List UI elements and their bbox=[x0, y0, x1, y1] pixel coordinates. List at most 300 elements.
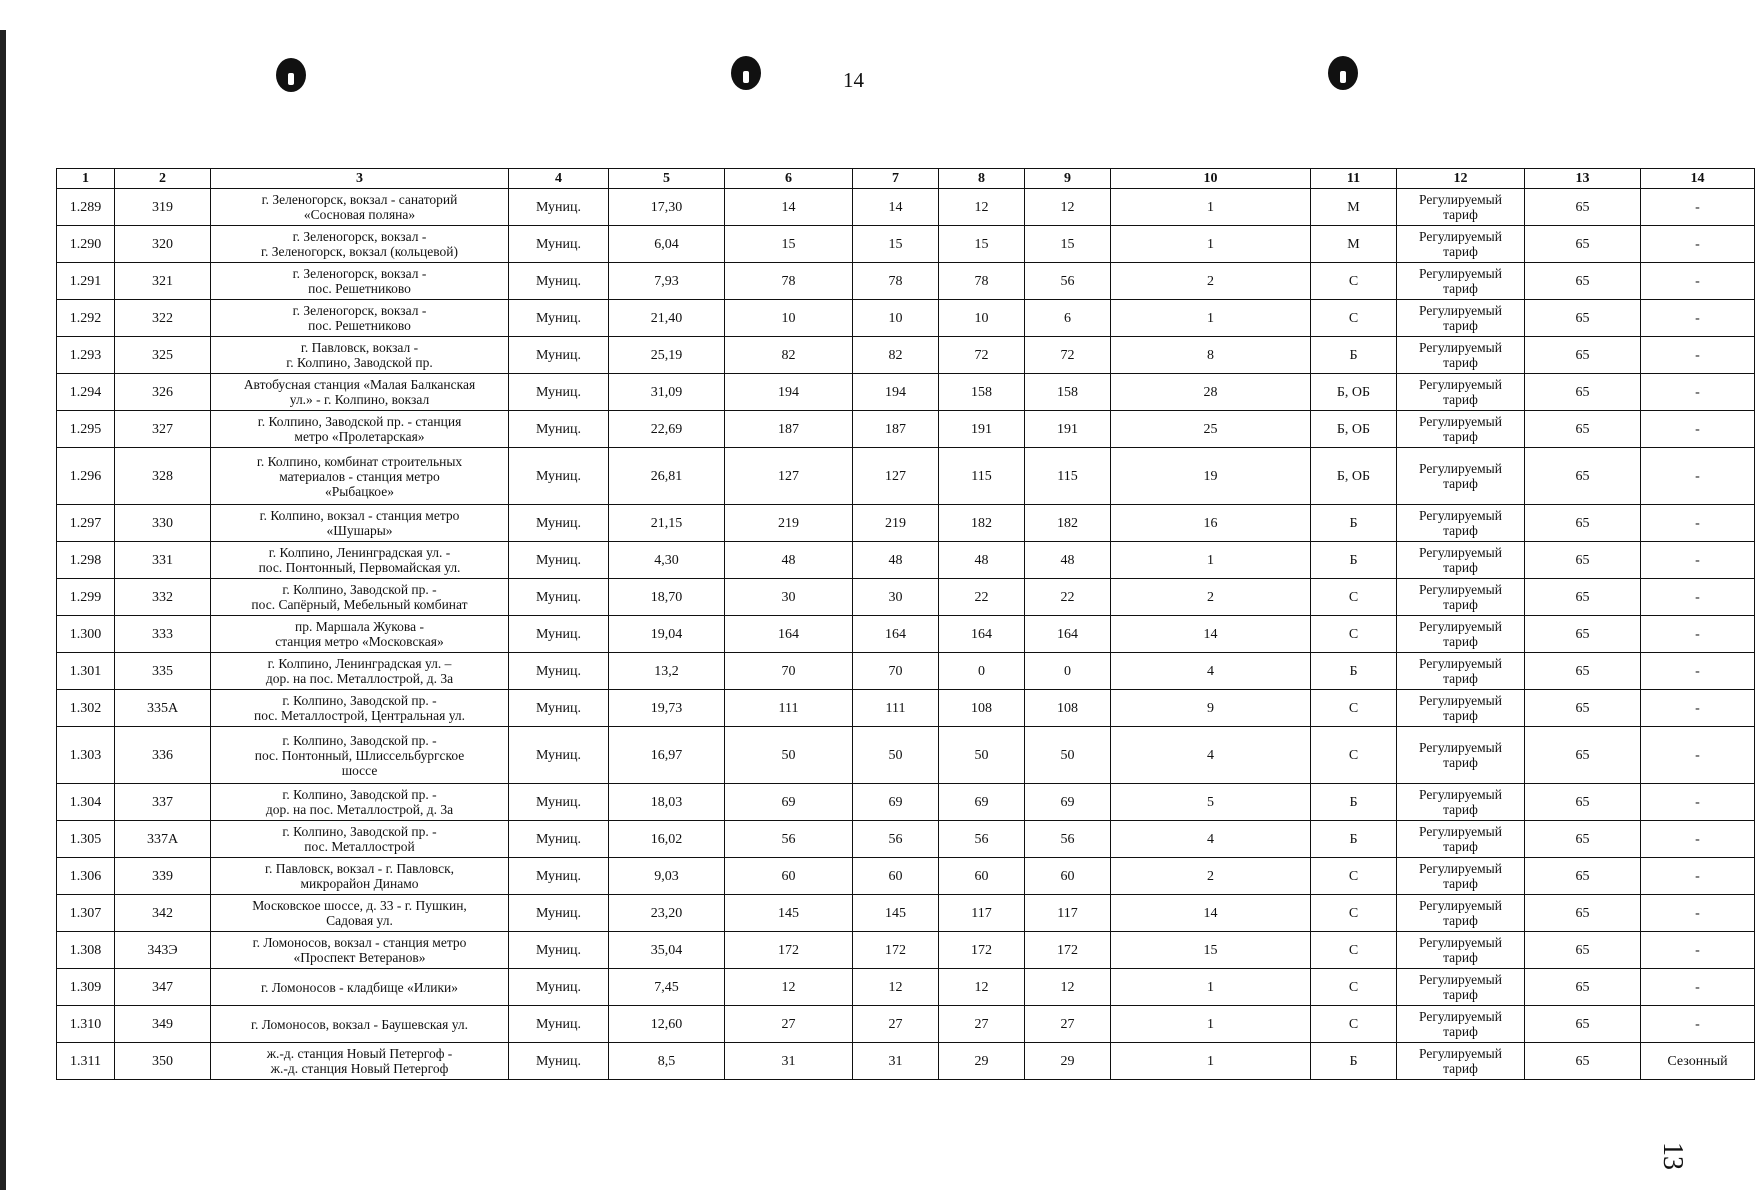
note-cell: - bbox=[1641, 821, 1755, 858]
value-cell: 82 bbox=[725, 337, 853, 374]
value-cell: 0 bbox=[1025, 653, 1111, 690]
value-cell: 187 bbox=[725, 411, 853, 448]
value-cell: 27 bbox=[939, 1006, 1025, 1043]
route-number-cell: 322 bbox=[115, 300, 211, 337]
route-name-line: г. Колпино, Заводской пр. - bbox=[282, 693, 437, 708]
value-cell: 164 bbox=[853, 616, 939, 653]
value-cell: 219 bbox=[853, 505, 939, 542]
tariff-line: Регулируемый bbox=[1419, 377, 1502, 392]
route-number-cell: 331 bbox=[115, 542, 211, 579]
value-cell: 12 bbox=[853, 969, 939, 1006]
route-name-cell bbox=[211, 932, 509, 969]
tariff-line: тариф bbox=[1443, 1061, 1478, 1076]
route-length-cell: 17,30 bbox=[609, 189, 725, 226]
route-name-line: г. Колпино, Заводской пр. - bbox=[282, 787, 437, 802]
note-cell: - bbox=[1641, 579, 1755, 616]
route-length-cell: 9,03 bbox=[609, 858, 725, 895]
note-cell: - bbox=[1641, 263, 1755, 300]
route-name-line: г. Павловск, вокзал - г. Павловск, bbox=[264, 861, 455, 876]
value-cell: 172 bbox=[725, 932, 853, 969]
route-name-cell bbox=[211, 690, 509, 727]
tariff-cell bbox=[1397, 821, 1525, 858]
route-name-line: пос. Сапёрный, Мебельный комбинат bbox=[251, 597, 468, 612]
note-cell: - bbox=[1641, 300, 1755, 337]
column-header: 4 bbox=[509, 169, 609, 189]
value-cell: 117 bbox=[939, 895, 1025, 932]
route-number-cell: 333 bbox=[115, 616, 211, 653]
value-cell: 60 bbox=[939, 858, 1025, 895]
value-cell: 82 bbox=[853, 337, 939, 374]
tariff-line: Регулируемый bbox=[1419, 1009, 1502, 1024]
value-cell: 4 bbox=[1111, 821, 1311, 858]
route-length-cell: 7,45 bbox=[609, 969, 725, 1006]
table-row bbox=[57, 374, 1755, 411]
row-number-cell: 1.310 bbox=[57, 1006, 115, 1043]
route-name-cell bbox=[211, 263, 509, 300]
row-number-cell: 1.295 bbox=[57, 411, 115, 448]
value-cell: 50 bbox=[1025, 727, 1111, 784]
value-cell: 78 bbox=[853, 263, 939, 300]
route-type-cell: Муниц. bbox=[509, 542, 609, 579]
value-cell: 70 bbox=[725, 653, 853, 690]
route-type-cell: Муниц. bbox=[509, 1006, 609, 1043]
value-cell: 5 bbox=[1111, 784, 1311, 821]
note-cell: - bbox=[1641, 932, 1755, 969]
route-name-line: «Рыбацкое» bbox=[325, 483, 394, 499]
route-type-cell: Муниц. bbox=[509, 448, 609, 505]
value-cell: 29 bbox=[939, 1043, 1025, 1080]
route-number-cell: 327 bbox=[115, 411, 211, 448]
table-row bbox=[57, 505, 1755, 542]
route-number-cell: 330 bbox=[115, 505, 211, 542]
table-row bbox=[57, 653, 1755, 690]
route-name-line: г. Ломоносов, вокзал - Баушевская ул. bbox=[250, 1016, 469, 1032]
route-name-cell bbox=[211, 189, 509, 226]
value-cell: 65 bbox=[1525, 727, 1641, 784]
route-type-cell: Муниц. bbox=[509, 263, 609, 300]
route-name-cell bbox=[211, 653, 509, 690]
vehicle-class-cell: С bbox=[1311, 969, 1397, 1006]
route-name-line: ж.-д. станция Новый Петергоф bbox=[270, 1061, 449, 1076]
route-length-cell: 8,5 bbox=[609, 1043, 725, 1080]
route-name-cell bbox=[211, 411, 509, 448]
value-cell: 48 bbox=[853, 542, 939, 579]
vehicle-class-cell: С bbox=[1311, 690, 1397, 727]
table-row bbox=[57, 727, 1755, 784]
value-cell: 50 bbox=[725, 727, 853, 784]
route-number-cell: 326 bbox=[115, 374, 211, 411]
route-name-cell bbox=[211, 895, 509, 932]
value-cell: 191 bbox=[939, 411, 1025, 448]
punch-hole-icon bbox=[276, 58, 306, 92]
value-cell: 25 bbox=[1111, 411, 1311, 448]
value-cell: 28 bbox=[1111, 374, 1311, 411]
note-cell: - bbox=[1641, 337, 1755, 374]
note-cell: - bbox=[1641, 858, 1755, 895]
note-cell: Сезонный bbox=[1641, 1043, 1755, 1080]
row-number-cell: 1.307 bbox=[57, 895, 115, 932]
value-cell: 50 bbox=[939, 727, 1025, 784]
value-cell: 182 bbox=[1025, 505, 1111, 542]
value-cell: 16 bbox=[1111, 505, 1311, 542]
route-number-cell: 321 bbox=[115, 263, 211, 300]
vehicle-class-cell: Б bbox=[1311, 337, 1397, 374]
route-length-cell: 21,15 bbox=[609, 505, 725, 542]
route-name-cell bbox=[211, 1043, 509, 1080]
route-name-line: Садовая ул. bbox=[326, 913, 393, 928]
tariff-line: тариф bbox=[1443, 1024, 1478, 1039]
column-header: 6 bbox=[725, 169, 853, 189]
value-cell: 70 bbox=[853, 653, 939, 690]
tariff-line: Регулируемый bbox=[1419, 972, 1502, 987]
value-cell: 65 bbox=[1525, 411, 1641, 448]
tariff-line: тариф bbox=[1443, 355, 1478, 370]
route-type-cell: Муниц. bbox=[509, 895, 609, 932]
tariff-line: тариф bbox=[1443, 950, 1478, 965]
tariff-line: Регулируемый bbox=[1419, 192, 1502, 207]
route-name-line: г. Колпино, Заводской пр. - станция bbox=[257, 414, 462, 429]
route-name-line: г. Зеленогорск, вокзал - bbox=[292, 229, 427, 244]
vehicle-class-cell: С bbox=[1311, 263, 1397, 300]
route-type-cell: Муниц. bbox=[509, 784, 609, 821]
row-number-cell: 1.303 bbox=[57, 727, 115, 784]
route-name-line: шоссе bbox=[341, 762, 378, 778]
note-cell: - bbox=[1641, 616, 1755, 653]
value-cell: 56 bbox=[725, 821, 853, 858]
vehicle-class-cell: Б, ОБ bbox=[1311, 448, 1397, 505]
vehicle-class-cell: Б bbox=[1311, 821, 1397, 858]
route-number-cell: 349 bbox=[115, 1006, 211, 1043]
tariff-line: тариф bbox=[1443, 429, 1478, 444]
header-row bbox=[57, 169, 1755, 189]
route-name-cell bbox=[211, 337, 509, 374]
route-type-cell: Муниц. bbox=[509, 932, 609, 969]
value-cell: 194 bbox=[725, 374, 853, 411]
value-cell: 27 bbox=[853, 1006, 939, 1043]
tariff-line: Регулируемый bbox=[1419, 582, 1502, 597]
value-cell: 31 bbox=[725, 1043, 853, 1080]
value-cell: 56 bbox=[1025, 821, 1111, 858]
route-name-line: ж.-д. станция Новый Петергоф - bbox=[266, 1046, 453, 1061]
tariff-cell bbox=[1397, 505, 1525, 542]
value-cell: 72 bbox=[939, 337, 1025, 374]
tariff-line: Регулируемый bbox=[1419, 740, 1502, 755]
value-cell: 10 bbox=[853, 300, 939, 337]
route-length-cell: 6,04 bbox=[609, 226, 725, 263]
row-number-cell: 1.289 bbox=[57, 189, 115, 226]
value-cell: 65 bbox=[1525, 337, 1641, 374]
note-cell: - bbox=[1641, 969, 1755, 1006]
tariff-cell bbox=[1397, 189, 1525, 226]
vehicle-class-cell: С bbox=[1311, 858, 1397, 895]
route-number-cell: 337А bbox=[115, 821, 211, 858]
value-cell: 2 bbox=[1111, 579, 1311, 616]
value-cell: 158 bbox=[939, 374, 1025, 411]
route-name-line: пос. Понтонный, Первомайская ул. bbox=[258, 560, 461, 575]
value-cell: 12 bbox=[939, 969, 1025, 1006]
value-cell: 65 bbox=[1525, 616, 1641, 653]
table-row bbox=[57, 1043, 1755, 1080]
value-cell: 4 bbox=[1111, 653, 1311, 690]
column-header: 12 bbox=[1397, 169, 1525, 189]
value-cell: 22 bbox=[1025, 579, 1111, 616]
route-name-line: г. Колпино, Заводской пр. - bbox=[282, 582, 437, 597]
table-row bbox=[57, 189, 1755, 226]
vehicle-class-cell: С bbox=[1311, 895, 1397, 932]
row-number-cell: 1.309 bbox=[57, 969, 115, 1006]
value-cell: 22 bbox=[939, 579, 1025, 616]
row-number-cell: 1.306 bbox=[57, 858, 115, 895]
tariff-line: Регулируемый bbox=[1419, 935, 1502, 950]
column-header: 10 bbox=[1111, 169, 1311, 189]
route-type-cell: Муниц. bbox=[509, 616, 609, 653]
column-header: 8 bbox=[939, 169, 1025, 189]
route-type-cell: Муниц. bbox=[509, 690, 609, 727]
tariff-line: тариф bbox=[1443, 708, 1478, 723]
route-name-line: ул.» - г. Колпино, вокзал bbox=[289, 392, 430, 407]
vehicle-class-cell: М bbox=[1311, 189, 1397, 226]
value-cell: 12 bbox=[725, 969, 853, 1006]
column-header: 1 bbox=[57, 169, 115, 189]
value-cell: 164 bbox=[939, 616, 1025, 653]
value-cell: 69 bbox=[853, 784, 939, 821]
tariff-line: Регулируемый bbox=[1419, 266, 1502, 281]
vehicle-class-cell: Б bbox=[1311, 784, 1397, 821]
route-name-cell bbox=[211, 579, 509, 616]
route-name-line: г. Зеленогорск, вокзал - санаторий bbox=[261, 192, 458, 207]
row-number-cell: 1.296 bbox=[57, 448, 115, 505]
route-type-cell: Муниц. bbox=[509, 821, 609, 858]
route-name-cell bbox=[211, 505, 509, 542]
route-name-line: станция метро «Московская» bbox=[275, 634, 444, 649]
table-row bbox=[57, 542, 1755, 579]
route-name-line: г. Ломоносов - кладбище «Илики» bbox=[260, 979, 459, 995]
route-number-cell: 335А bbox=[115, 690, 211, 727]
route-name-line: г. Колпино, Заводской пр. - bbox=[282, 732, 437, 748]
route-name-line: пр. Маршала Жукова - bbox=[295, 619, 424, 634]
value-cell: 78 bbox=[725, 263, 853, 300]
tariff-line: тариф bbox=[1443, 207, 1478, 222]
tariff-line: Регулируемый bbox=[1419, 898, 1502, 913]
tariff-cell bbox=[1397, 690, 1525, 727]
vehicle-class-cell: С bbox=[1311, 1006, 1397, 1043]
route-length-cell: 35,04 bbox=[609, 932, 725, 969]
route-type-cell: Муниц. bbox=[509, 226, 609, 263]
table-row bbox=[57, 226, 1755, 263]
tariff-line: Регулируемый bbox=[1419, 1046, 1502, 1061]
value-cell: 15 bbox=[1111, 932, 1311, 969]
value-cell: 108 bbox=[939, 690, 1025, 727]
value-cell: 65 bbox=[1525, 784, 1641, 821]
route-number-cell: 328 bbox=[115, 448, 211, 505]
tariff-line: Регулируемый bbox=[1419, 303, 1502, 318]
value-cell: 48 bbox=[939, 542, 1025, 579]
row-number-cell: 1.291 bbox=[57, 263, 115, 300]
tariff-line: Регулируемый bbox=[1419, 414, 1502, 429]
value-cell: 8 bbox=[1111, 337, 1311, 374]
value-cell: 65 bbox=[1525, 858, 1641, 895]
row-number-cell: 1.305 bbox=[57, 821, 115, 858]
tariff-line: тариф bbox=[1443, 634, 1478, 649]
value-cell: 65 bbox=[1525, 448, 1641, 505]
table-row bbox=[57, 411, 1755, 448]
punch-hole-icon bbox=[1328, 56, 1358, 90]
note-cell: - bbox=[1641, 727, 1755, 784]
value-cell: 69 bbox=[1025, 784, 1111, 821]
route-name-cell bbox=[211, 727, 509, 784]
route-number-cell: 342 bbox=[115, 895, 211, 932]
route-name-cell bbox=[211, 448, 509, 505]
value-cell: 56 bbox=[939, 821, 1025, 858]
value-cell: 31 bbox=[853, 1043, 939, 1080]
route-name-line: пос. Решетниково bbox=[308, 318, 411, 333]
route-number-cell: 320 bbox=[115, 226, 211, 263]
value-cell: 50 bbox=[853, 727, 939, 784]
route-name-line: г. Колпино, Ленинградская ул. – bbox=[267, 656, 452, 671]
route-type-cell: Муниц. bbox=[509, 505, 609, 542]
value-cell: 12 bbox=[1025, 969, 1111, 1006]
value-cell: 115 bbox=[939, 448, 1025, 505]
route-name-cell bbox=[211, 969, 509, 1006]
route-length-cell: 22,69 bbox=[609, 411, 725, 448]
value-cell: 69 bbox=[939, 784, 1025, 821]
table-row bbox=[57, 821, 1755, 858]
value-cell: 65 bbox=[1525, 505, 1641, 542]
tariff-line: тариф bbox=[1443, 244, 1478, 259]
tariff-line: Регулируемый bbox=[1419, 619, 1502, 634]
value-cell: 9 bbox=[1111, 690, 1311, 727]
route-number-cell: 343Э bbox=[115, 932, 211, 969]
value-cell: 65 bbox=[1525, 374, 1641, 411]
vehicle-class-cell: С bbox=[1311, 932, 1397, 969]
route-name-line: «Шушары» bbox=[326, 523, 393, 538]
table-row bbox=[57, 932, 1755, 969]
route-type-cell: Муниц. bbox=[509, 969, 609, 1006]
route-name-line: г. Колпино, Ленинградская ул. - bbox=[268, 545, 451, 560]
note-cell: - bbox=[1641, 895, 1755, 932]
route-name-line: Автобусная станция «Малая Балканская bbox=[243, 377, 476, 392]
value-cell: 65 bbox=[1525, 821, 1641, 858]
value-cell: 1 bbox=[1111, 189, 1311, 226]
vehicle-class-cell: Б bbox=[1311, 542, 1397, 579]
table-row bbox=[57, 263, 1755, 300]
column-header: 13 bbox=[1525, 169, 1641, 189]
vehicle-class-cell: С bbox=[1311, 579, 1397, 616]
row-number-cell: 1.302 bbox=[57, 690, 115, 727]
tariff-line: тариф bbox=[1443, 318, 1478, 333]
route-name-line: материалов - станция метро bbox=[279, 468, 440, 484]
value-cell: 65 bbox=[1525, 1043, 1641, 1080]
route-name-line: пос. Металлострой, Центральная ул. bbox=[254, 708, 465, 723]
value-cell: 111 bbox=[725, 690, 853, 727]
tariff-cell bbox=[1397, 448, 1525, 505]
tariff-cell bbox=[1397, 579, 1525, 616]
route-type-cell: Муниц. bbox=[509, 858, 609, 895]
route-name-line: пос. Решетниково bbox=[308, 281, 411, 296]
route-length-cell: 18,70 bbox=[609, 579, 725, 616]
route-name-line: микрорайон Динамо bbox=[300, 876, 419, 891]
tariff-line: Регулируемый bbox=[1419, 824, 1502, 839]
value-cell: 15 bbox=[1025, 226, 1111, 263]
value-cell: 65 bbox=[1525, 189, 1641, 226]
value-cell: 10 bbox=[939, 300, 1025, 337]
value-cell: 65 bbox=[1525, 1006, 1641, 1043]
route-name-line: г. Зеленогорск, вокзал (кольцевой) bbox=[261, 244, 458, 259]
row-number-cell: 1.294 bbox=[57, 374, 115, 411]
value-cell: 182 bbox=[939, 505, 1025, 542]
routes-table bbox=[56, 168, 1755, 1080]
row-number-cell: 1.304 bbox=[57, 784, 115, 821]
route-name-cell bbox=[211, 1006, 509, 1043]
note-cell: - bbox=[1641, 226, 1755, 263]
tariff-line: тариф bbox=[1443, 987, 1478, 1002]
value-cell: 14 bbox=[853, 189, 939, 226]
route-name-line: пос. Металлострой bbox=[304, 839, 415, 854]
vehicle-class-cell: Б, ОБ bbox=[1311, 374, 1397, 411]
route-name-line: Московское шоссе, д. 33 - г. Пушкин, bbox=[252, 898, 467, 913]
route-length-cell: 4,30 bbox=[609, 542, 725, 579]
route-name-line: г. Колпино, комбинат строительных bbox=[256, 453, 463, 469]
row-number-cell: 1.299 bbox=[57, 579, 115, 616]
column-header: 7 bbox=[853, 169, 939, 189]
note-cell: - bbox=[1641, 1006, 1755, 1043]
route-name-cell bbox=[211, 542, 509, 579]
column-header: 14 bbox=[1641, 169, 1755, 189]
value-cell: 29 bbox=[1025, 1043, 1111, 1080]
value-cell: 219 bbox=[725, 505, 853, 542]
value-cell: 1 bbox=[1111, 542, 1311, 579]
route-name-cell bbox=[211, 784, 509, 821]
tariff-cell bbox=[1397, 542, 1525, 579]
tariff-line: Регулируемый bbox=[1419, 693, 1502, 708]
tariff-line: тариф bbox=[1443, 802, 1478, 817]
note-cell: - bbox=[1641, 505, 1755, 542]
value-cell: 65 bbox=[1525, 969, 1641, 1006]
value-cell: 65 bbox=[1525, 263, 1641, 300]
note-cell: - bbox=[1641, 653, 1755, 690]
punch-hole-icon bbox=[731, 56, 761, 90]
table-row bbox=[57, 616, 1755, 653]
tariff-cell bbox=[1397, 616, 1525, 653]
tariff-cell bbox=[1397, 263, 1525, 300]
route-length-cell: 12,60 bbox=[609, 1006, 725, 1043]
tariff-cell bbox=[1397, 411, 1525, 448]
value-cell: 48 bbox=[1025, 542, 1111, 579]
value-cell: 30 bbox=[853, 579, 939, 616]
column-header: 2 bbox=[115, 169, 211, 189]
route-type-cell: Муниц. bbox=[509, 411, 609, 448]
note-cell: - bbox=[1641, 784, 1755, 821]
table-row bbox=[57, 895, 1755, 932]
table-row bbox=[57, 858, 1755, 895]
table-row bbox=[57, 690, 1755, 727]
row-number-cell: 1.301 bbox=[57, 653, 115, 690]
row-number-cell: 1.308 bbox=[57, 932, 115, 969]
value-cell: 108 bbox=[1025, 690, 1111, 727]
value-cell: 1 bbox=[1111, 300, 1311, 337]
route-number-cell: 337 bbox=[115, 784, 211, 821]
tariff-line: Регулируемый bbox=[1419, 656, 1502, 671]
vehicle-class-cell: С bbox=[1311, 300, 1397, 337]
value-cell: 0 bbox=[939, 653, 1025, 690]
value-cell: 56 bbox=[1025, 263, 1111, 300]
vehicle-class-cell: М bbox=[1311, 226, 1397, 263]
table-row bbox=[57, 300, 1755, 337]
route-length-cell: 16,97 bbox=[609, 727, 725, 784]
row-number-cell: 1.290 bbox=[57, 226, 115, 263]
table-row bbox=[57, 784, 1755, 821]
route-length-cell: 21,40 bbox=[609, 300, 725, 337]
